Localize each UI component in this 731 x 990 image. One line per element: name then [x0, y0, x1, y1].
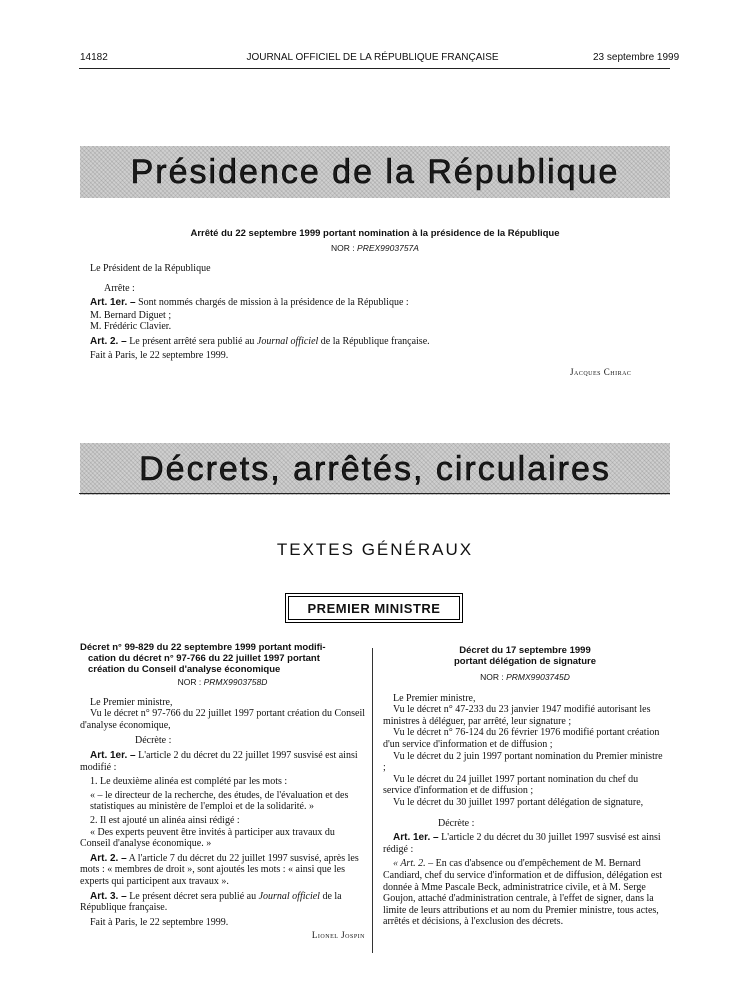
art2-text-b: de la République française.: [320, 336, 430, 347]
left-item1: 1. Le deuxième alinéa est complété par les mots :: [90, 776, 288, 788]
art2-text-a: Le présent arrêté sera publié au: [129, 336, 255, 347]
journal-officiel: Journal officiel: [256, 336, 319, 347]
nor-code: PRMX9903758D: [203, 677, 268, 687]
art1-text: Sont nommés chargés de mission à la présidence de la République :: [138, 297, 409, 308]
arrete-title: Arrêté du 22 septembre 1999 portant nomination à la présidence de la République: [190, 228, 560, 239]
art3-text-b: de la République française.: [80, 890, 342, 914]
art3-label: Art. 3. –: [90, 890, 127, 902]
nor-label: NOR :: [331, 243, 355, 253]
presidence-banner: [80, 146, 670, 198]
art2-text: A l'article 7 du décret du 22 juillet 1997 susvisé, après les mots : « membres de droit », sont ajoutés les mots : « ainsi que les experts qui participent aux travaux ».: [80, 852, 359, 887]
left-title-l2: cation du décret n° 97-766 du 22 juillet 1997 portant: [88, 653, 320, 664]
art1-label: Art. 1er. –: [393, 832, 439, 844]
nor-code: PRMX9903745D: [506, 672, 570, 682]
art3-text-a: Le présent décret sera publié au: [129, 890, 257, 902]
arrete-nor: [80, 242, 670, 254]
arrete-art1: [90, 297, 409, 309]
left-decree: [80, 642, 365, 942]
right-nor: [383, 672, 667, 684]
left-nor: [80, 677, 365, 689]
textes-generaux-heading: TEXTES GÉNÉRAUX: [276, 540, 474, 559]
left-title-l3: création du Conseil d'analyse économique: [88, 664, 281, 675]
journal-officiel: Journal officiel: [258, 890, 320, 902]
left-p1: Le Premier ministre,: [90, 696, 173, 708]
right-p6: Vu le décret du 30 juillet 1997 portant délégation de signature,: [393, 796, 644, 808]
quote-label: « Art. 2. –: [393, 858, 434, 870]
left-quote2: « Des experts peuvent être invités à participer aux travaux du Conseil d'analyse économique. »: [80, 826, 335, 850]
arrete-word: Arrête :: [104, 283, 135, 294]
left-decrete: Décrète :: [135, 735, 172, 747]
page-number: 14182: [80, 52, 108, 63]
presidence-title: Présidence de la République: [130, 152, 620, 191]
right-title-l2: portant délégation de signature: [454, 656, 596, 667]
right-p3: Vu le décret n° 76-124 du 26 février 1976 modifié portant création d'un service d'information et de diffusion ;: [383, 727, 660, 750]
left-art2: [80, 853, 365, 888]
left-fait: Fait à Paris, le 22 septembre 1999.: [90, 916, 229, 928]
left-art1: [80, 750, 365, 773]
art2-label: Art. 2. –: [90, 852, 127, 864]
right-decree: [383, 645, 667, 928]
journal-title: JOURNAL OFFICIEL DE LA RÉPUBLIQUE FRANÇAISE: [246, 52, 499, 63]
decrets-banner: [80, 443, 670, 495]
left-quote1: « – le directeur de la recherche, des études, de l'évaluation et des statistiques au ministère de l'emploi et de la solidarité. »: [90, 789, 349, 813]
nor-code: PREX9903757A: [357, 243, 419, 253]
right-p4: Vu le décret du 2 juin 1997 portant nomination du Premier ministre ;: [383, 750, 663, 774]
left-art3: [80, 891, 365, 914]
arrete-name2: M. Frédéric Clavier.: [90, 321, 172, 332]
arrete-art2: [90, 336, 430, 348]
right-p1: Le Premier ministre,: [393, 692, 476, 704]
header-rule: [79, 68, 670, 69]
right-art1: [383, 832, 667, 855]
left-title-l1: Décret n° 99-829 du 22 septembre 1999 portant modifi-: [80, 642, 326, 653]
right-p5: Vu le décret du 24 juillet 1997 portant nomination du chef du service d'information et de diffusion ;: [383, 773, 639, 797]
nor-label: NOR :: [480, 672, 504, 682]
left-item2: 2. Il est ajouté un alinéa ainsi rédigé :: [90, 814, 240, 826]
decrets-title: Décrets, arrêtés, circulaires: [139, 449, 611, 488]
art1-text: L'article 2 du décret du 30 juillet 1997 susvisé est ainsi rédigé :: [383, 832, 661, 855]
art1-label: Art. 1er. –: [90, 749, 136, 761]
arrete-fait: Fait à Paris, le 22 septembre 1999.: [90, 350, 229, 361]
left-p2: Vu le décret n° 97-766 du 22 juillet 1997 portant création du Conseil d'analyse économique,: [80, 708, 366, 731]
header-date: 23 septembre 1999: [593, 52, 680, 63]
right-decrete: Décrète :: [438, 817, 475, 829]
decrets-rule: [79, 493, 670, 494]
right-p2: Vu le décret n° 47-233 du 23 janvier 1947 modifié autorisant les ministres à déléguer, par arrêté, leur signature ;: [383, 704, 651, 727]
art1-text: L'article 2 du décret du 22 juillet 1997 susvisé est ainsi modifié :: [80, 749, 358, 773]
nor-label: NOR :: [177, 677, 202, 687]
column-divider: [372, 648, 373, 953]
premier-ministre-box: [288, 596, 460, 620]
art1-label: Art. 1er. –: [90, 297, 136, 308]
left-signature: Lionel Jospin: [311, 930, 365, 941]
premier-ministre-label: PREMIER MINISTRE: [307, 600, 441, 616]
arrete-name1: M. Bernard Diguet ;: [90, 310, 172, 321]
right-quote: [383, 858, 667, 928]
quote-text: En cas d'absence ou d'empêchement de M. Bernard Candiard, chef du service d'information et de diffusion, délégation est donnée à Mme Pascale Beck, administratrice civile, et à M. Serge Goujon, attaché d'administration centrale, à l'effet de signer, dans la limite de leurs attributions et au nom du Premier ministre, tous actes, arrêtés et décisions, à l'exclusion des décrets.: [383, 858, 663, 928]
art2-label: Art. 2. –: [90, 336, 127, 347]
right-title-l1: Décret du 17 septembre 1999: [459, 645, 591, 656]
arrete-signature: Jacques Chirac: [570, 367, 632, 377]
arrete-intro: Le Président de la République: [90, 263, 211, 274]
